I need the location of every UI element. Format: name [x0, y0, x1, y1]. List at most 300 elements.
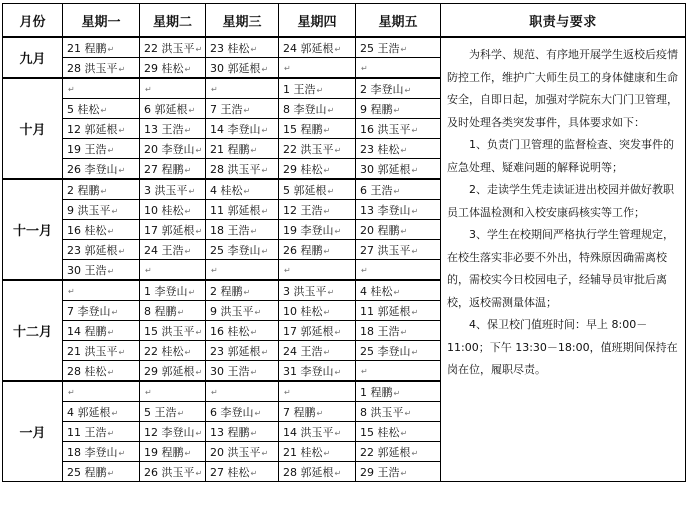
duty-day-text: 4 郭延根	[67, 405, 111, 419]
duty-day-text: 20 李登山	[144, 142, 195, 156]
duty-day-text: 19 程鹏	[144, 445, 184, 459]
duty-day-text: 16 桂松	[210, 324, 250, 338]
duty-day-cell	[206, 179, 279, 200]
paragraph-mark-icon: ↵	[211, 85, 218, 94]
paragraph-mark-icon: ↵	[323, 307, 331, 317]
duty-day-text: 14 李登山	[210, 122, 261, 136]
month-cell: 十月	[3, 78, 63, 179]
duty-day-text: 12 李登山	[144, 425, 195, 439]
paragraph-mark-icon: ↵	[361, 266, 368, 275]
paragraph-mark-icon: ↵	[107, 428, 115, 438]
paragraph-mark-icon: ↵	[284, 64, 291, 73]
duty-day-text: 30 郭延根	[210, 61, 261, 75]
duty-day-cell	[140, 78, 206, 99]
duty-day-cell	[63, 240, 140, 260]
duty-day-cell	[63, 462, 140, 482]
duty-day-cell	[206, 139, 279, 159]
duty-day-cell	[140, 260, 206, 281]
duty-day-text: 4 桂松	[360, 284, 393, 298]
duty-day-text: 16 桂松	[67, 223, 107, 237]
paragraph-mark-icon: ↵	[188, 186, 196, 196]
paragraph-mark-icon: ↵	[327, 105, 335, 115]
header-wednesday: 星期三	[206, 4, 279, 38]
duty-day-text: 5 王浩	[144, 405, 177, 419]
duty-day-text: 14 洪玉平	[283, 425, 334, 439]
duty-day-cell	[140, 179, 206, 200]
paragraph-mark-icon: ↵	[118, 125, 126, 135]
duty-day-cell	[279, 442, 356, 462]
paragraph-mark-icon: ↵	[334, 428, 342, 438]
duty-day-cell	[63, 78, 140, 99]
paragraph-mark-icon: ↵	[188, 105, 196, 115]
duty-day-text: 11 郭延根	[210, 203, 261, 217]
paragraph-mark-icon: ↵	[316, 85, 324, 95]
duty-day-text: 7 程鹏	[283, 405, 316, 419]
duty-day-text: 28 洪玉平	[210, 162, 261, 176]
duty-day-text: 18 李登山	[67, 445, 118, 459]
duty-day-cell	[279, 58, 356, 79]
duty-day-cell	[140, 220, 206, 240]
duty-day-text: 11 郭延根	[360, 304, 411, 318]
duty-day-text: 25 王浩	[360, 41, 400, 55]
duty-day-cell	[356, 119, 441, 139]
paragraph-mark-icon: ↵	[411, 347, 419, 357]
duty-day-text: 4 桂松	[210, 183, 243, 197]
duty-day-cell	[356, 301, 441, 321]
duty-day-cell	[206, 402, 279, 422]
paragraph-mark-icon: ↵	[195, 327, 203, 337]
header-row	[3, 4, 686, 38]
duty-day-text: 3 洪玉平	[283, 284, 327, 298]
duty-day-cell	[279, 240, 356, 260]
paragraph-mark-icon: ↵	[107, 327, 115, 337]
paragraph-mark-icon: ↵	[177, 408, 185, 418]
paragraph-mark-icon: ↵	[243, 287, 251, 297]
duty-day-text: 17 郭延根	[144, 223, 195, 237]
duty-day-text: 13 程鹏	[210, 425, 250, 439]
duty-day-cell	[356, 179, 441, 200]
duty-day-text: 24 郭延根	[283, 41, 334, 55]
duty-day-cell	[140, 321, 206, 341]
paragraph-mark-icon: ↵	[118, 246, 126, 256]
duty-day-text: 27 桂松	[210, 465, 250, 479]
duty-day-cell	[63, 280, 140, 301]
duty-day-cell	[63, 139, 140, 159]
paragraph-mark-icon: ↵	[250, 428, 258, 438]
duty-day-text: 8 李登山	[283, 102, 327, 116]
duty-day-cell	[63, 99, 140, 119]
duty-day-text: 22 洪玉平	[144, 41, 195, 55]
duty-day-text: 26 程鹏	[283, 243, 323, 257]
duty-day-text: 25 程鹏	[67, 465, 107, 479]
paragraph-mark-icon: ↵	[323, 165, 331, 175]
paragraph-mark-icon: ↵	[411, 206, 419, 216]
duty-day-text: 31 李登山	[283, 364, 334, 378]
duty-day-text: 18 王浩	[360, 324, 400, 338]
paragraph-mark-icon: ↵	[334, 145, 342, 155]
duty-day-text: 9 程鹏	[360, 102, 393, 116]
duty-day-cell	[279, 301, 356, 321]
duty-day-cell	[63, 381, 140, 402]
duty-day-cell	[206, 280, 279, 301]
paragraph-mark-icon: ↵	[107, 266, 115, 276]
duty-day-text: 21 桂松	[283, 445, 323, 459]
duty-day-cell	[356, 280, 441, 301]
paragraph-mark-icon: ↵	[261, 246, 269, 256]
duty-day-cell	[356, 361, 441, 382]
paragraph-mark-icon: ↵	[327, 186, 335, 196]
header-month: 月份	[3, 4, 63, 38]
duty-paragraph: 2、走读学生凭走读证进出校园并做好教职员工体温检测和入校安康码核实等工作；	[447, 183, 674, 219]
duty-day-cell	[279, 341, 356, 361]
duty-day-cell	[206, 159, 279, 180]
duty-day-text: 14 程鹏	[67, 324, 107, 338]
duty-day-text: 2 程鹏	[210, 284, 243, 298]
duty-day-cell	[356, 402, 441, 422]
duty-day-cell	[356, 422, 441, 442]
duty-day-text: 10 桂松	[283, 304, 323, 318]
duty-day-cell	[63, 159, 140, 180]
paragraph-mark-icon: ↵	[400, 468, 408, 478]
duty-day-cell	[63, 200, 140, 220]
paragraph-mark-icon: ↵	[361, 64, 368, 73]
paragraph-mark-icon: ↵	[188, 287, 196, 297]
paragraph-mark-icon: ↵	[100, 186, 108, 196]
paragraph-mark-icon: ↵	[323, 125, 331, 135]
duty-day-text: 23 郭延根	[67, 243, 118, 257]
duty-day-text: 27 洪玉平	[360, 243, 411, 257]
paragraph-mark-icon: ↵	[145, 85, 152, 94]
duty-paragraph: 3、学生在校期间严格执行学生管理规定，在校生落实非必要不外出，特殊原因确需离校的，需校实今日校园电子，经辅导员审批后离校，返校需测量体温；	[447, 228, 674, 309]
duty-day-text: 2 程鹏	[67, 183, 100, 197]
duty-day-text: 7 王浩	[210, 102, 243, 116]
paragraph-mark-icon: ↵	[323, 347, 331, 357]
month-cell: 一月	[3, 381, 63, 482]
paragraph-mark-icon: ↵	[118, 347, 126, 357]
duty-day-cell	[63, 402, 140, 422]
month-cell: 九月	[3, 37, 63, 78]
paragraph-mark-icon: ↵	[118, 165, 126, 175]
duty-paragraph: 为科学、规范、有序地开展学生返校后疫情防控工作，维护广大师生员工的身体健康和生命安全，自即日起，加强对学院东大门门卫管理，及时处理各类突发事件，具体要求如下：	[447, 48, 678, 129]
paragraph-mark-icon: ↵	[411, 246, 419, 256]
paragraph-mark-icon: ↵	[100, 105, 108, 115]
duty-day-cell	[63, 341, 140, 361]
paragraph-mark-icon: ↵	[254, 408, 262, 418]
duty-day-text: 1 李登山	[144, 284, 188, 298]
duty-day-text: 12 王浩	[283, 203, 323, 217]
duty-day-text: 8 洪玉平	[360, 405, 404, 419]
paragraph-mark-icon: ↵	[411, 125, 419, 135]
paragraph-mark-icon: ↵	[323, 448, 331, 458]
paragraph-mark-icon: ↵	[111, 307, 119, 317]
duty-day-text: 9 洪玉平	[210, 304, 254, 318]
duty-day-cell	[63, 260, 140, 281]
paragraph-mark-icon: ↵	[195, 44, 203, 54]
paragraph-mark-icon: ↵	[184, 206, 192, 216]
paragraph-mark-icon: ↵	[250, 145, 258, 155]
duty-day-cell	[140, 280, 206, 301]
paragraph-mark-icon: ↵	[184, 64, 192, 74]
duty-day-text: 23 桂松	[360, 142, 400, 156]
paragraph-mark-icon: ↵	[195, 145, 203, 155]
duty-day-cell	[206, 341, 279, 361]
duty-day-cell	[140, 37, 206, 58]
duty-day-text: 15 洪玉平	[144, 324, 195, 338]
duty-day-cell	[206, 361, 279, 382]
paragraph-mark-icon: ↵	[195, 367, 203, 377]
paragraph-mark-icon: ↵	[145, 388, 152, 397]
paragraph-mark-icon: ↵	[211, 266, 218, 275]
duty-day-text: 17 郭延根	[283, 324, 334, 338]
paragraph-mark-icon: ↵	[400, 145, 408, 155]
duty-day-text: 13 王浩	[144, 122, 184, 136]
paragraph-mark-icon: ↵	[184, 165, 192, 175]
duty-day-cell	[140, 200, 206, 220]
duty-schedule-table	[2, 3, 686, 482]
duty-day-cell	[279, 37, 356, 58]
duty-day-cell	[279, 119, 356, 139]
duty-day-text: 25 李登山	[360, 344, 411, 358]
paragraph-mark-icon: ↵	[393, 388, 401, 398]
duty-day-cell	[140, 402, 206, 422]
duty-day-text: 3 洪玉平	[144, 183, 188, 197]
duty-day-cell	[206, 119, 279, 139]
paragraph-mark-icon: ↵	[250, 226, 258, 236]
duty-day-text: 22 洪玉平	[283, 142, 334, 156]
duty-day-cell	[140, 58, 206, 79]
paragraph-mark-icon: ↵	[323, 206, 331, 216]
duty-day-cell	[140, 119, 206, 139]
duty-day-cell	[356, 462, 441, 482]
paragraph-mark-icon: ↵	[400, 226, 408, 236]
duty-day-cell	[63, 361, 140, 382]
duty-day-cell	[140, 341, 206, 361]
duty-day-text: 26 洪玉平	[144, 465, 195, 479]
duty-day-cell	[206, 442, 279, 462]
duty-day-cell	[356, 159, 441, 180]
duty-day-cell	[63, 442, 140, 462]
paragraph-mark-icon: ↵	[261, 206, 269, 216]
paragraph-mark-icon: ↵	[411, 165, 419, 175]
duty-day-text: 18 王浩	[210, 223, 250, 237]
duty-day-cell	[63, 37, 140, 58]
duty-day-cell	[206, 78, 279, 99]
duty-day-cell	[279, 200, 356, 220]
duty-day-text: 6 郭延根	[144, 102, 188, 116]
duty-day-cell	[356, 37, 441, 58]
paragraph-mark-icon: ↵	[261, 165, 269, 175]
duty-day-cell	[140, 422, 206, 442]
duty-day-cell	[140, 159, 206, 180]
duty-day-cell	[140, 442, 206, 462]
duty-day-text: 23 郭延根	[210, 344, 261, 358]
paragraph-mark-icon: ↵	[184, 347, 192, 357]
duty-day-cell	[63, 119, 140, 139]
duty-day-cell	[279, 361, 356, 382]
duty-day-text: 10 桂松	[144, 203, 184, 217]
duty-day-cell	[206, 99, 279, 119]
paragraph-mark-icon: ↵	[250, 367, 258, 377]
duty-day-text: 7 李登山	[67, 304, 111, 318]
duty-day-text: 6 李登山	[210, 405, 254, 419]
duty-day-cell	[279, 260, 356, 281]
duty-day-text: 29 桂松	[283, 162, 323, 176]
paragraph-mark-icon: ↵	[261, 64, 269, 74]
duty-day-cell	[140, 99, 206, 119]
duty-day-cell	[279, 422, 356, 442]
duty-day-text: 22 桂松	[144, 344, 184, 358]
paragraph-mark-icon: ↵	[195, 428, 203, 438]
duty-day-cell	[206, 260, 279, 281]
duty-day-cell	[206, 381, 279, 402]
paragraph-mark-icon: ↵	[68, 85, 75, 94]
duty-day-cell	[356, 442, 441, 462]
paragraph-mark-icon: ↵	[211, 388, 218, 397]
duty-day-cell	[140, 139, 206, 159]
paragraph-mark-icon: ↵	[111, 206, 119, 216]
paragraph-mark-icon: ↵	[68, 287, 75, 296]
paragraph-mark-icon: ↵	[411, 307, 419, 317]
paragraph-mark-icon: ↵	[334, 327, 342, 337]
duty-day-text: 19 王浩	[67, 142, 107, 156]
duty-day-cell	[356, 139, 441, 159]
duty-day-text: 28 桂松	[67, 364, 107, 378]
paragraph-mark-icon: ↵	[250, 327, 258, 337]
duty-day-text: 21 程鹏	[210, 142, 250, 156]
header-thursday: 星期四	[279, 4, 356, 38]
duty-day-cell	[356, 321, 441, 341]
paragraph-mark-icon: ↵	[184, 246, 192, 256]
duty-day-cell	[63, 58, 140, 79]
paragraph-mark-icon: ↵	[334, 44, 342, 54]
duty-day-cell	[63, 321, 140, 341]
duty-day-cell	[206, 240, 279, 260]
schedule-body	[3, 37, 686, 482]
duty-day-text: 5 郭延根	[283, 183, 327, 197]
duty-day-text: 30 王浩	[67, 263, 107, 277]
duty-day-text: 25 李登山	[210, 243, 261, 257]
duty-day-text: 19 李登山	[283, 223, 334, 237]
paragraph-mark-icon: ↵	[334, 468, 342, 478]
paragraph-mark-icon: ↵	[118, 64, 126, 74]
duty-day-cell	[356, 341, 441, 361]
duty-day-text: 20 洪玉平	[210, 445, 261, 459]
duty-day-text: 9 洪玉平	[67, 203, 111, 217]
duty-day-cell	[279, 179, 356, 200]
duty-day-cell	[206, 301, 279, 321]
paragraph-mark-icon: ↵	[177, 307, 185, 317]
duty-day-cell	[206, 321, 279, 341]
paragraph-mark-icon: ↵	[107, 145, 115, 155]
duty-day-text: 29 桂松	[144, 61, 184, 75]
duty-day-cell	[279, 78, 356, 99]
duty-day-text: 29 郭延根	[144, 364, 195, 378]
duty-day-text: 29 王浩	[360, 465, 400, 479]
paragraph-mark-icon: ↵	[411, 448, 419, 458]
duty-day-cell	[63, 422, 140, 442]
duty-paragraph: 4、保卫校门值班时间：早上 8:00－11:00；下午 13:30－18:00，值班期间保持在岗在位，履职尽责。	[447, 318, 678, 376]
paragraph-mark-icon: ↵	[107, 468, 115, 478]
duty-day-cell	[206, 58, 279, 79]
duty-day-text: 21 程鹏	[67, 41, 107, 55]
duty-day-cell	[356, 220, 441, 240]
duty-day-text: 2 李登山	[360, 82, 404, 96]
duty-day-cell	[63, 179, 140, 200]
month-cell: 十二月	[3, 280, 63, 381]
paragraph-mark-icon: ↵	[404, 85, 412, 95]
duty-day-cell	[206, 462, 279, 482]
duty-day-cell	[140, 361, 206, 382]
duty-paragraph: 1、负责门卫管理的监督检查、突发事件的应急处理、疑难问题的解释说明等；	[447, 138, 674, 174]
duty-day-text: 28 郭延根	[283, 465, 334, 479]
paragraph-mark-icon: ↵	[111, 408, 119, 418]
paragraph-mark-icon: ↵	[334, 226, 342, 236]
paragraph-mark-icon: ↵	[284, 266, 291, 275]
duty-day-cell	[140, 301, 206, 321]
paragraph-mark-icon: ↵	[107, 226, 115, 236]
duty-day-text: 28 洪玉平	[67, 61, 118, 75]
duty-day-text: 11 王浩	[67, 425, 107, 439]
paragraph-mark-icon: ↵	[316, 408, 324, 418]
duty-day-text: 1 程鹏	[360, 385, 393, 399]
duty-day-cell	[206, 422, 279, 442]
duties-cell	[441, 37, 686, 482]
duty-day-text: 30 郭延根	[360, 162, 411, 176]
duty-day-cell	[140, 381, 206, 402]
duty-day-text: 15 程鹏	[283, 122, 323, 136]
paragraph-mark-icon: ↵	[361, 367, 368, 376]
duty-day-cell	[356, 58, 441, 79]
duty-day-text: 24 王浩	[283, 344, 323, 358]
paragraph-mark-icon: ↵	[393, 186, 401, 196]
header-friday: 星期五	[356, 4, 441, 38]
paragraph-mark-icon: ↵	[400, 428, 408, 438]
paragraph-mark-icon: ↵	[68, 388, 75, 397]
duty-day-cell	[63, 220, 140, 240]
duty-day-cell	[206, 220, 279, 240]
duty-day-cell	[63, 301, 140, 321]
paragraph-mark-icon: ↵	[184, 125, 192, 135]
paragraph-mark-icon: ↵	[261, 347, 269, 357]
paragraph-mark-icon: ↵	[107, 367, 115, 377]
duty-day-cell	[356, 78, 441, 99]
duty-day-text: 24 王浩	[144, 243, 184, 257]
duty-day-cell	[279, 139, 356, 159]
duty-day-cell	[356, 200, 441, 220]
duty-day-text: 8 程鹏	[144, 304, 177, 318]
duty-day-cell	[279, 321, 356, 341]
duty-day-cell	[279, 381, 356, 402]
duty-day-text: 20 程鹏	[360, 223, 400, 237]
duty-day-text: 1 王浩	[283, 82, 316, 96]
paragraph-mark-icon: ↵	[284, 388, 291, 397]
duty-day-text: 13 李登山	[360, 203, 411, 217]
duty-day-text: 26 李登山	[67, 162, 118, 176]
duty-day-cell	[356, 260, 441, 281]
duty-day-text: 27 程鹏	[144, 162, 184, 176]
duty-day-cell	[206, 200, 279, 220]
paragraph-mark-icon: ↵	[261, 125, 269, 135]
duty-day-cell	[279, 99, 356, 119]
duty-day-cell	[140, 462, 206, 482]
paragraph-mark-icon: ↵	[107, 44, 115, 54]
paragraph-mark-icon: ↵	[250, 44, 258, 54]
header-tuesday: 星期二	[140, 4, 206, 38]
duty-day-cell	[279, 220, 356, 240]
duty-day-cell	[206, 37, 279, 58]
paragraph-mark-icon: ↵	[243, 105, 251, 115]
month-cell: 十一月	[3, 179, 63, 280]
